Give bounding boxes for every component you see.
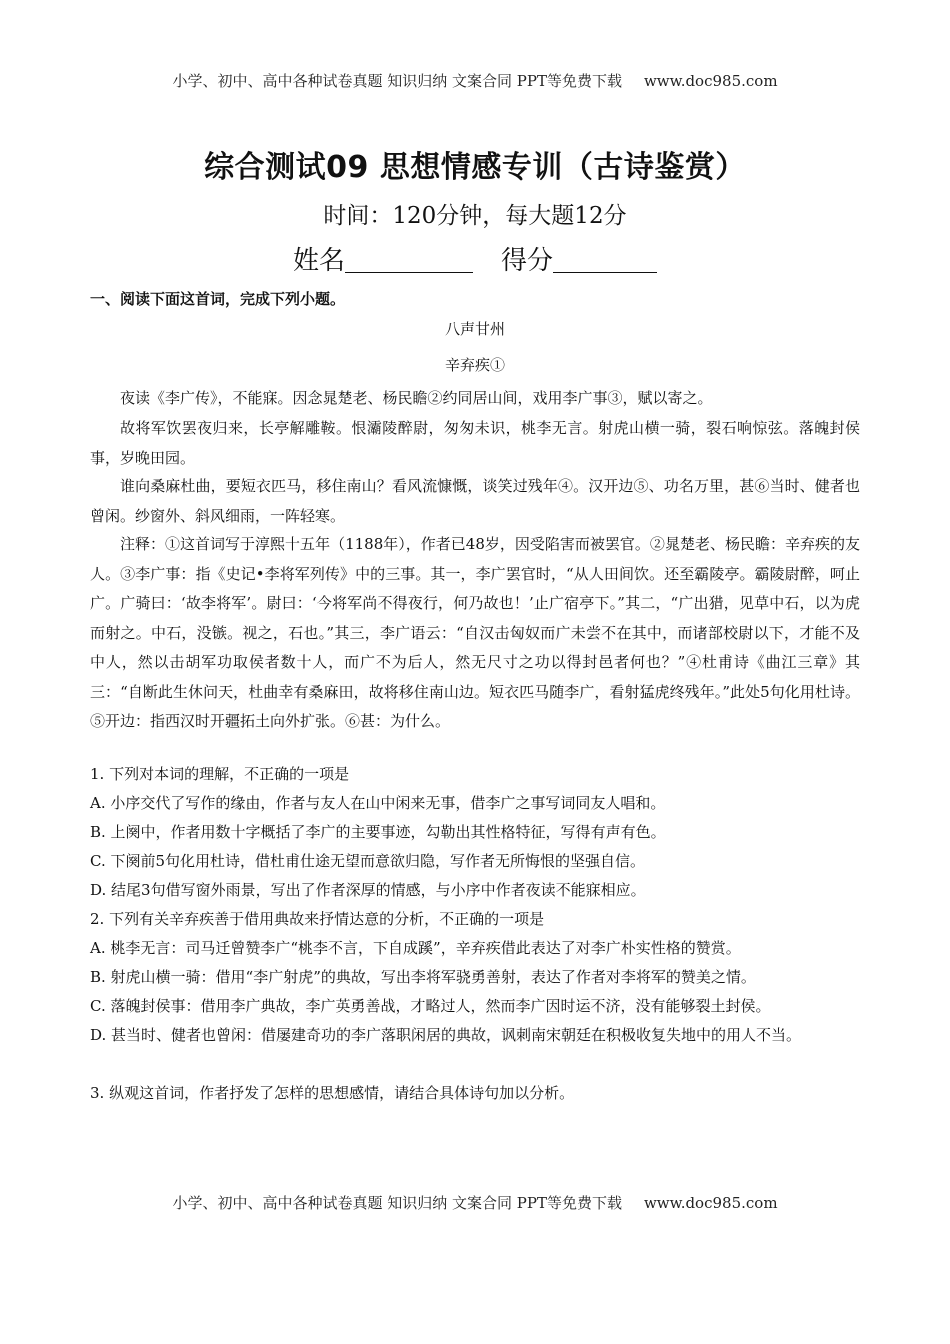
- page-header: [0, 70, 950, 91]
- poem-stanza-2: 谁向桑麻杜曲，要短衣匹马，移住南山？看风流慷慨，谈笑过残年④。汉开边⑤、功名万里，甚⑥当时、健者也曾闲。纱窗外、斜风细雨，一阵轻寒。: [90, 477, 860, 525]
- poem-author: 辛弃疾①: [444, 356, 505, 374]
- test-info: 时间：120分钟，每大题12分: [323, 203, 627, 229]
- question-1-option-c: C. 下阕前5句化用杜诗，借杜甫仕途无望而意欲归隐，写作者无所悔恨的坚强自信。: [90, 852, 646, 870]
- header-text: 小学、初中、高中各种试卷真题 知识归纳 文案合同 PPT等免费下载: [172, 72, 622, 90]
- header-site-link[interactable]: www.doc985.com: [643, 72, 778, 90]
- question-1-option-b: B. 上阕中，作者用数十字概括了李广的主要事迹，勾勒出其性格特征，写得有声有色。: [90, 823, 666, 841]
- score-blank: [553, 246, 657, 273]
- question-2-option-a: A. 桃李无言：司马迁曾赞李广“桃李不言，下自成蹊”，辛弃疾借此表达了对李广朴实性格的赞赏。: [90, 939, 741, 957]
- poem-preface: 夜读《李广传》，不能寐。因念晁楚老、杨民瞻②约同居山间，戏用李广事③，赋以寄之。: [120, 389, 713, 407]
- question-1-stem: 1. 下列对本词的理解，不正确的一项是: [90, 765, 350, 783]
- name-score-line: [0, 240, 950, 277]
- page-footer: [0, 1192, 950, 1213]
- question-3-stem: 3. 纵观这首词，作者抒发了怎样的思想感情，请结合具体诗句加以分析。: [90, 1084, 575, 1102]
- section-heading: 一、阅读下面这首词，完成下列小题。: [90, 290, 346, 308]
- footer-text: 小学、初中、高中各种试卷真题 知识归纳 文案合同 PPT等免费下载: [172, 1194, 622, 1212]
- footer-site-link[interactable]: www.doc985.com: [643, 1194, 778, 1212]
- question-2-stem: 2. 下列有关辛弃疾善于借用典故来抒情达意的分析，不正确的一项是: [90, 910, 545, 928]
- poem-notes: 注释：①这首词写于淳熙十五年（1188年），作者已48岁，因受陷害而被罢官。②晁楚老、杨民瞻：辛弃疾的友人。③李广事：指《史记•李将军列传》中的三事。其一，李广罢官时，“从人田间饮。还至霸陵亭。霸陵尉醉，呵止广。广骑曰：‘故李将军’。尉曰：‘今将军尚不得夜行，何乃故也！’止广宿亭下。”其二，“广出猎，见草中石，以为虎而射之。中石，没镞。视之，石也。”其三，李广语云：“自汉击匈奴而广未尝不在其中，而诸部校尉以下，才能不及中人，然以击胡军功取侯者数十人，而广不为后人，然无尺寸之功以得封邑者何也？”④杜甫诗《曲江三章》其三：“自断此生休问天，杜曲幸有桑麻田，故将移住南山边。短衣匹马随李广，看射猛虎终残年。”此处5句化用杜诗。⑤开边：指西汉时开疆拓土向外扩张。⑥甚：为什么。: [90, 535, 861, 730]
- question-2-option-b: B. 射虎山横一骑：借用“李广射虎”的典故，写出李将军骁勇善射，表达了作者对李将军的赞美之情。: [90, 968, 756, 986]
- question-1-option-d: D. 结尾3句借写窗外雨景，写出了作者深厚的情感，与小序中作者夜读不能寐相应。: [90, 881, 646, 899]
- page-title: 综合测试09 思想情感专训（古诗鉴赏）: [204, 150, 746, 185]
- question-2-option-c: C. 落魄封侯事：借用李广典故，李广英勇善战，才略过人，然而李广因时运不济，没有能够裂土封侯。: [90, 997, 771, 1015]
- score-label: 得分: [501, 246, 554, 276]
- poem-title: 八声甘州: [444, 320, 505, 338]
- name-blank: [345, 246, 473, 273]
- question-2-option-d: D. 甚当时、健者也曾闲：借屡建奇功的李广落职闲居的典故，讽刺南宋朝廷在积极收复失地中的用人不当。: [90, 1026, 802, 1044]
- name-label: 姓名: [292, 246, 345, 276]
- poem-stanza-1: 故将军饮罢夜归来，长亭解雕鞍。恨灞陵醉尉，匆匆未识，桃李无言。射虎山横一骑，裂石响惊弦。落魄封侯事，岁晚田园。: [90, 419, 860, 467]
- question-1-option-a: A. 小序交代了写作的缘由，作者与友人在山中闲来无事，借李广之事写词同友人唱和。: [90, 794, 666, 812]
